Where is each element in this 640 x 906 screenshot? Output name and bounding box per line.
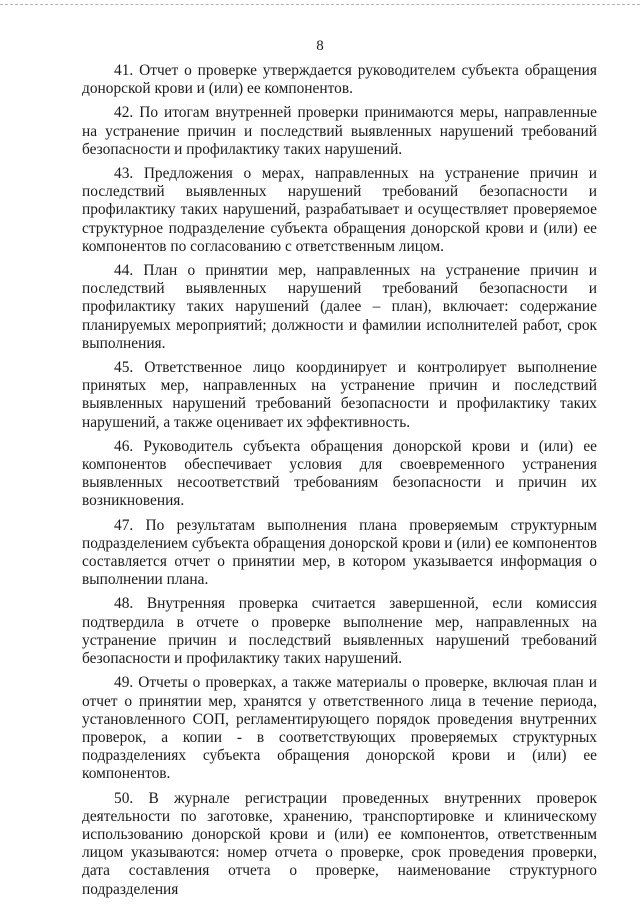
paragraph-45: 45. Ответственное лицо координирует и контролирует выполнение принятых мер, направленных на устранение причин и последствий выявленных нарушений требований безопасности и профилактику таких нарушений, а также оценивает их эффективность. — [82, 359, 597, 431]
paragraph-49: 49. Отчеты о проверках, а также материалы о проверке, включая план и отчет о принятии мер, хранятся у ответственного лица в течение периода, установленного СОП, регламентирующего порядок проведения внутренних проверок, а копии - в соответствующих проверяемых структурных подразделениях субъекта обращения донорской крови и (или) ее компонентов. — [82, 674, 597, 783]
paragraph-50: 50. В журнале регистрации проведенных внутренних проверок деятельности по заготовке, хранению, транспортировке и клиническому использованию донорской крови и (или) ее компонентов, ответственным лицом указываются: номер отчета о проверке, срок проведения проверки, дата составления отчета о проверке, наименование структурного подразделения — [82, 789, 597, 898]
page-number: 8 — [316, 38, 324, 54]
paragraph-48: 48. Внутренняя проверка считается завершенной, если комиссия подтвердила в отчете о проверке выполнение мер, направленных на устранение причин и последствий выявленных нарушений требований безопасности и профилактику таких нарушений. — [82, 595, 597, 668]
page-top-edge — [0, 4, 640, 5]
paragraph-41: 41. Отчет о проверке утверждается руководителем субъекта обращения донорской крови и (или) ее компонентов. — [82, 62, 597, 98]
paragraph-42: 42. По итогам внутренней проверки принимаются меры, направленные на устранение причин и последствий выявленных нарушений требований безопасности и профилактику таких нарушений. — [82, 104, 597, 158]
paragraph-44: 44. План о принятии мер, направленных на устранение причин и последствий выявленных нарушений требований безопасности и профилактику таких нарушений (далее – план), включает: содержание планируемых мероприятий; должности и фамилии исполнителей работ, срок выполнения. — [82, 262, 597, 352]
paragraph-43: 43. Предложения о мерах, направленных на устранение причин и последствий выявленных нарушений требований безопасности и профилактику таких нарушений, разрабатывает и осуществляет проверяемое структурное подразделение субъекта обращения донорской крови и (или) ее компонентов по согласованию с ответственным лицом. — [82, 165, 597, 255]
paragraph-47: 47. По результатам выполнения плана проверяемым структурным подразделением субъекта обращения донорской крови и (или) ее компонентов составляется отчет о принятии мер, в котором указывается информация о выполнении плана. — [82, 516, 597, 589]
paragraph-46: 46. Руководитель субъекта обращения донорской крови и (или) ее компонентов обеспечивает условия для своевременного устранения выявленных несоответствий требованиям безопасности и причин их возникновения. — [82, 437, 597, 510]
document-body — [82, 62, 597, 905]
